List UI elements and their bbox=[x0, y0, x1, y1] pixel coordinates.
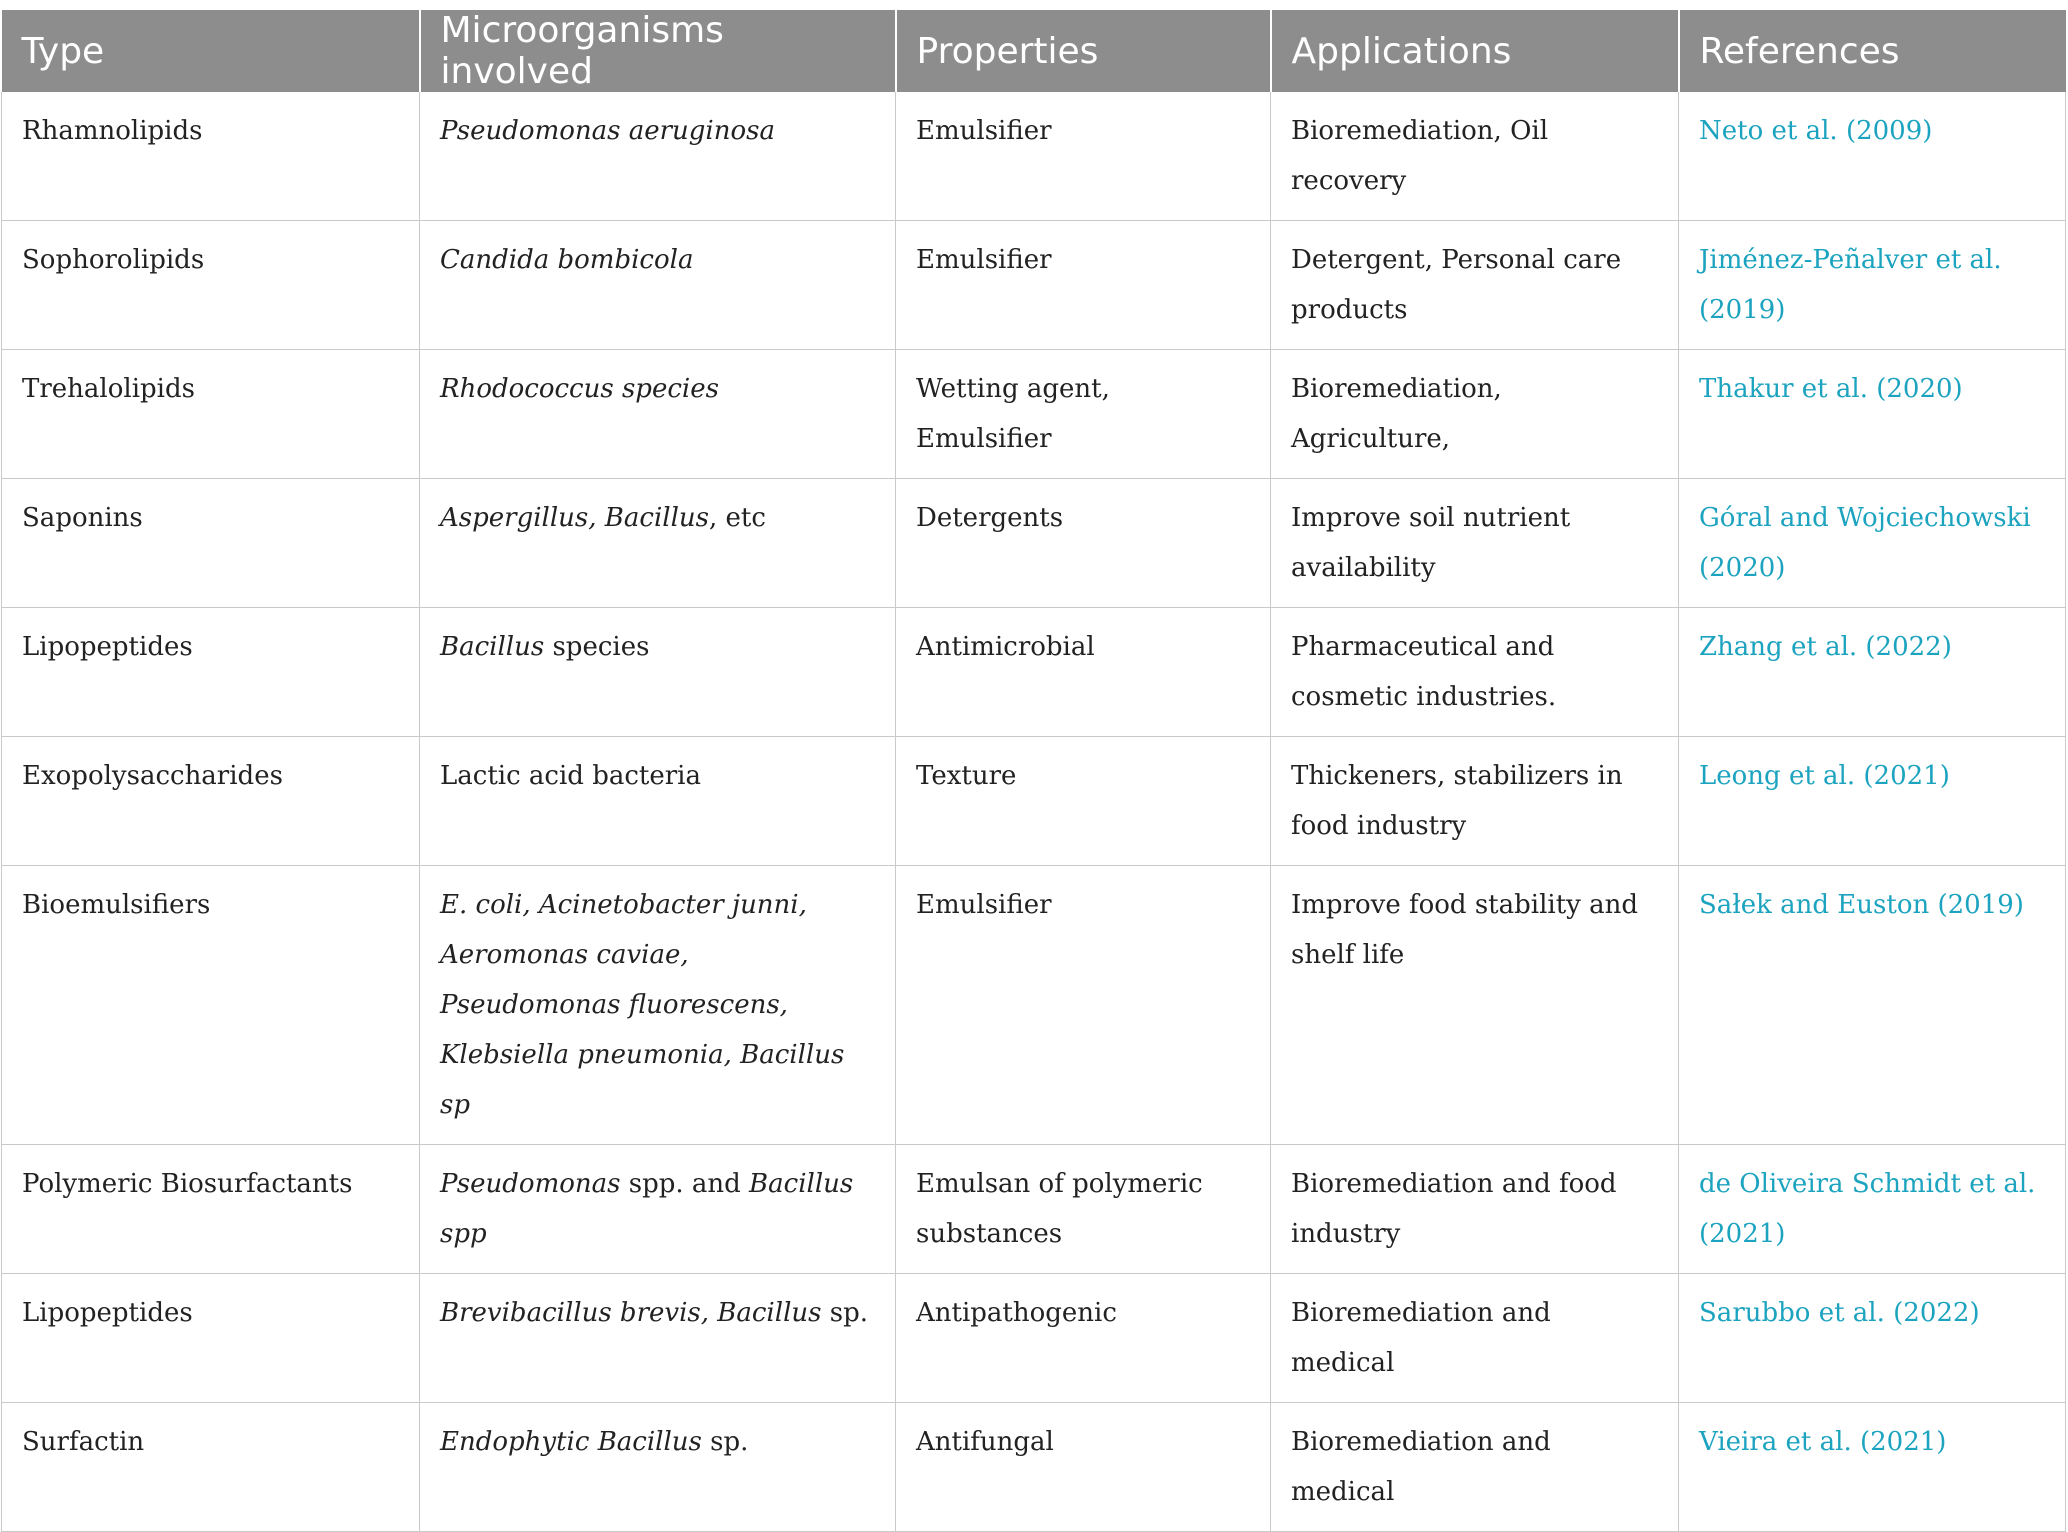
microorganism-text: Lactic acid bacteria bbox=[440, 761, 701, 791]
microorganism-text: species bbox=[544, 632, 650, 662]
cell-microorganisms bbox=[420, 221, 896, 350]
table-row bbox=[2, 1145, 2066, 1274]
cell-applications: Pharmaceutical and cosmetic industries. bbox=[1271, 608, 1679, 737]
cell-microorganisms bbox=[420, 1145, 896, 1274]
cell-type: Polymeric Biosurfactants bbox=[2, 1145, 420, 1274]
table-row bbox=[2, 866, 2066, 1145]
microorganism-text: Rhodococcus species bbox=[440, 374, 719, 404]
cell-applications: Bioremediation, Oil recovery bbox=[1271, 92, 1679, 221]
cell-microorganisms bbox=[420, 479, 896, 608]
cell-microorganisms bbox=[420, 866, 896, 1145]
header-microorganisms: Microorganisms involved bbox=[420, 10, 896, 92]
cell-type: Lipopeptides bbox=[2, 1274, 420, 1403]
microorganism-text: sp. bbox=[821, 1298, 868, 1328]
cell-applications: Bioremediation and medical bbox=[1271, 1274, 1679, 1403]
table-row bbox=[2, 479, 2066, 608]
microorganism-text: Candida bombicola bbox=[440, 245, 694, 275]
biosurfactant-table bbox=[1, 10, 2066, 1532]
cell-type: Bioemulsifiers bbox=[2, 866, 420, 1145]
header-type: Type bbox=[2, 10, 420, 92]
cell-microorganisms bbox=[420, 1274, 896, 1403]
table-body bbox=[2, 92, 2066, 1532]
cell-reference bbox=[1679, 92, 2066, 221]
cell-reference bbox=[1679, 479, 2066, 608]
cell-reference bbox=[1679, 1403, 2066, 1532]
reference-link[interactable]: Sałek and Euston (2019) bbox=[1699, 890, 2024, 920]
table-row bbox=[2, 92, 2066, 221]
cell-microorganisms bbox=[420, 608, 896, 737]
cell-reference bbox=[1679, 1274, 2066, 1403]
cell-reference bbox=[1679, 1145, 2066, 1274]
reference-link[interactable]: de Oliveira Schmidt et al. (2021) bbox=[1699, 1169, 2036, 1249]
cell-reference bbox=[1679, 350, 2066, 479]
cell-properties: Emulsifier bbox=[896, 92, 1271, 221]
reference-link[interactable]: Leong et al. (2021) bbox=[1699, 761, 1950, 791]
cell-microorganisms bbox=[420, 92, 896, 221]
cell-reference bbox=[1679, 866, 2066, 1145]
cell-microorganisms bbox=[420, 1403, 896, 1532]
cell-properties: Detergents bbox=[896, 479, 1271, 608]
cell-properties: Emulsan of polymeric substances bbox=[896, 1145, 1271, 1274]
reference-link[interactable]: Sarubbo et al. (2022) bbox=[1699, 1298, 1980, 1328]
microorganism-text: Aspergillus, Bacillus bbox=[440, 503, 709, 533]
cell-properties: Antimicrobial bbox=[896, 608, 1271, 737]
reference-link[interactable]: Thakur et al. (2020) bbox=[1699, 374, 1963, 404]
cell-properties: Antifungal bbox=[896, 1403, 1271, 1532]
header-references: References bbox=[1679, 10, 2066, 92]
reference-link[interactable]: Jiménez-Peñalver et al. (2019) bbox=[1699, 245, 2002, 325]
reference-link[interactable]: Neto et al. (2009) bbox=[1699, 116, 1933, 146]
microorganism-text: Pseudomonas bbox=[440, 1169, 621, 1199]
cell-reference bbox=[1679, 737, 2066, 866]
microorganism-text: E. coli, Acinetobacter junni, Aeromonas caviae, Pseudomonas fluorescens, Klebsiella pneumonia, Bacillus sp bbox=[440, 890, 845, 1120]
table-row bbox=[2, 221, 2066, 350]
microorganism-text: Bacillus bbox=[440, 632, 545, 662]
microorganism-text: Pseudomonas aeruginosa bbox=[440, 116, 775, 146]
table-row bbox=[2, 1274, 2066, 1403]
cell-properties: Antipathogenic bbox=[896, 1274, 1271, 1403]
cell-applications: Improve food stability and shelf life bbox=[1271, 866, 1679, 1145]
cell-applications: Detergent, Personal care products bbox=[1271, 221, 1679, 350]
cell-microorganisms bbox=[420, 737, 896, 866]
header-properties: Properties bbox=[896, 10, 1271, 92]
table-row bbox=[2, 737, 2066, 866]
cell-applications: Bioremediation and food industry bbox=[1271, 1145, 1679, 1274]
cell-applications: Bioremediation and medical bbox=[1271, 1403, 1679, 1532]
cell-properties: Wetting agent, Emulsifier bbox=[896, 350, 1271, 479]
table-row bbox=[2, 350, 2066, 479]
cell-type: Saponins bbox=[2, 479, 420, 608]
header-row bbox=[2, 10, 2066, 92]
cell-properties: Texture bbox=[896, 737, 1271, 866]
table-header bbox=[2, 10, 2066, 92]
cell-type: Sophorolipids bbox=[2, 221, 420, 350]
cell-applications: Improve soil nutrient availability bbox=[1271, 479, 1679, 608]
cell-type: Lipopeptides bbox=[2, 608, 420, 737]
reference-link[interactable]: Vieira et al. (2021) bbox=[1699, 1427, 1947, 1457]
cell-properties: Emulsifier bbox=[896, 866, 1271, 1145]
cell-applications: Thickeners, stabilizers in food industry bbox=[1271, 737, 1679, 866]
cell-type: Rhamnolipids bbox=[2, 92, 420, 221]
cell-microorganisms bbox=[420, 350, 896, 479]
table-row bbox=[2, 608, 2066, 737]
microorganism-text: , etc bbox=[709, 503, 766, 533]
reference-link[interactable]: Zhang et al. (2022) bbox=[1699, 632, 1952, 662]
cell-type: Trehalolipids bbox=[2, 350, 420, 479]
cell-reference bbox=[1679, 221, 2066, 350]
cell-reference bbox=[1679, 608, 2066, 737]
cell-properties: Emulsifier bbox=[896, 221, 1271, 350]
table-row bbox=[2, 1403, 2066, 1532]
microorganism-text: sp. bbox=[701, 1427, 749, 1457]
microorganism-text: Endophytic Bacillus bbox=[440, 1427, 702, 1457]
header-applications: Applications bbox=[1271, 10, 1679, 92]
cell-type: Surfactin bbox=[2, 1403, 420, 1532]
cell-type: Exopolysaccharides bbox=[2, 737, 420, 866]
cell-applications: Bioremediation, Agriculture, bbox=[1271, 350, 1679, 479]
reference-link[interactable]: Góral and Wojciechowski (2020) bbox=[1699, 503, 2031, 583]
microorganism-text: Bacillus spp bbox=[440, 1169, 854, 1249]
microorganism-text: spp. and bbox=[620, 1169, 750, 1199]
microorganism-text: Brevibacillus brevis, Bacillus bbox=[440, 1298, 822, 1328]
